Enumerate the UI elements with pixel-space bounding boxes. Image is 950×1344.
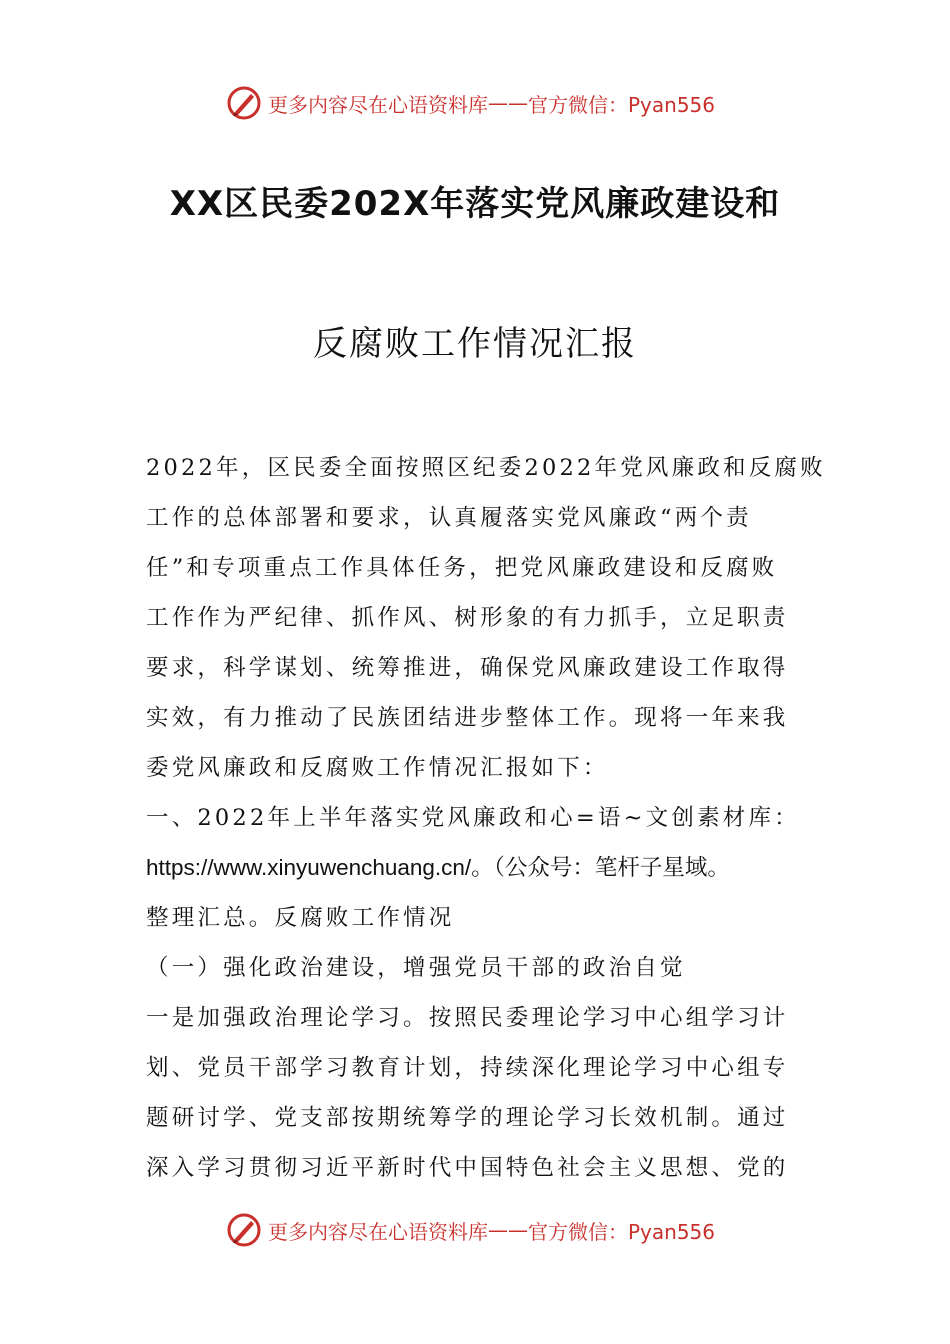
body-line: 任”和专项重点工作具体任务，把党风廉政建设和反腐败 — [146, 555, 778, 581]
body-line: 工作作为严纪律、抓作风、树形象的有力抓手，立足职责 — [146, 605, 789, 631]
subsection-heading-1: （一）强化政治建设，增强党员干部的政治自觉 — [146, 955, 686, 981]
body-line: 2022年，区民委全面按照区纪委2022年党风廉政和反腐败 — [146, 455, 826, 481]
body-line: 实效，有力推动了民族团结进步整体工作。现将一年来我 — [146, 705, 789, 731]
document-body — [146, 443, 826, 1193]
banner-brand-text: 更多内容尽在心语资料库 — [268, 92, 488, 117]
body-line: 工作的总体部署和要求，认真履落实党风廉政“两个责 — [146, 505, 752, 531]
banner-wechat-text: 官方微信：Pyan556 — [528, 92, 716, 117]
body-line: 题研讨学、党支部按期统筹学的理论学习长效机制。通过 — [146, 1105, 789, 1131]
header-watermark-banner — [226, 83, 715, 123]
body-line: 划、党员干部学习教育计划，持续深化理论学习中心组专 — [146, 1055, 789, 1081]
banner-brand-text: 更多内容尽在心语资料库 — [268, 1219, 488, 1244]
banner-separator: —— — [488, 91, 528, 115]
body-line: 深入学习贯彻习近平新时代中国特色社会主义思想、党的 — [146, 1155, 789, 1181]
body-line: 一是加强政治理论学习。按照民委理论学习中心组学习计 — [146, 1005, 789, 1031]
body-line: 要求，科学谋划、统筹推进，确保党风廉政建设工作取得 — [146, 655, 789, 681]
body-line: 委党风廉政和反腐败工作情况汇报如下： — [146, 755, 609, 781]
document-title-line-1: XX区民委202X年落实党风廉政建设和 — [169, 184, 781, 224]
body-line-url: https://www.xinyuwenchuang.cn/。（公众号：笔杆子星域。 — [146, 855, 730, 880]
section-heading-1: 一、2022年上半年落实党风廉政和心=语~文创素材库： — [146, 805, 800, 831]
document-title-line-2: 反腐败工作情况汇报 — [313, 324, 637, 364]
footer-watermark-banner — [226, 1210, 715, 1250]
banner-separator: —— — [488, 1218, 528, 1242]
body-line: 整理汇总。反腐败工作情况 — [146, 905, 455, 931]
pen-circle-logo-icon — [226, 85, 262, 121]
banner-wechat-text: 官方微信：Pyan556 — [528, 1219, 716, 1244]
pen-circle-logo-icon — [226, 1212, 262, 1248]
